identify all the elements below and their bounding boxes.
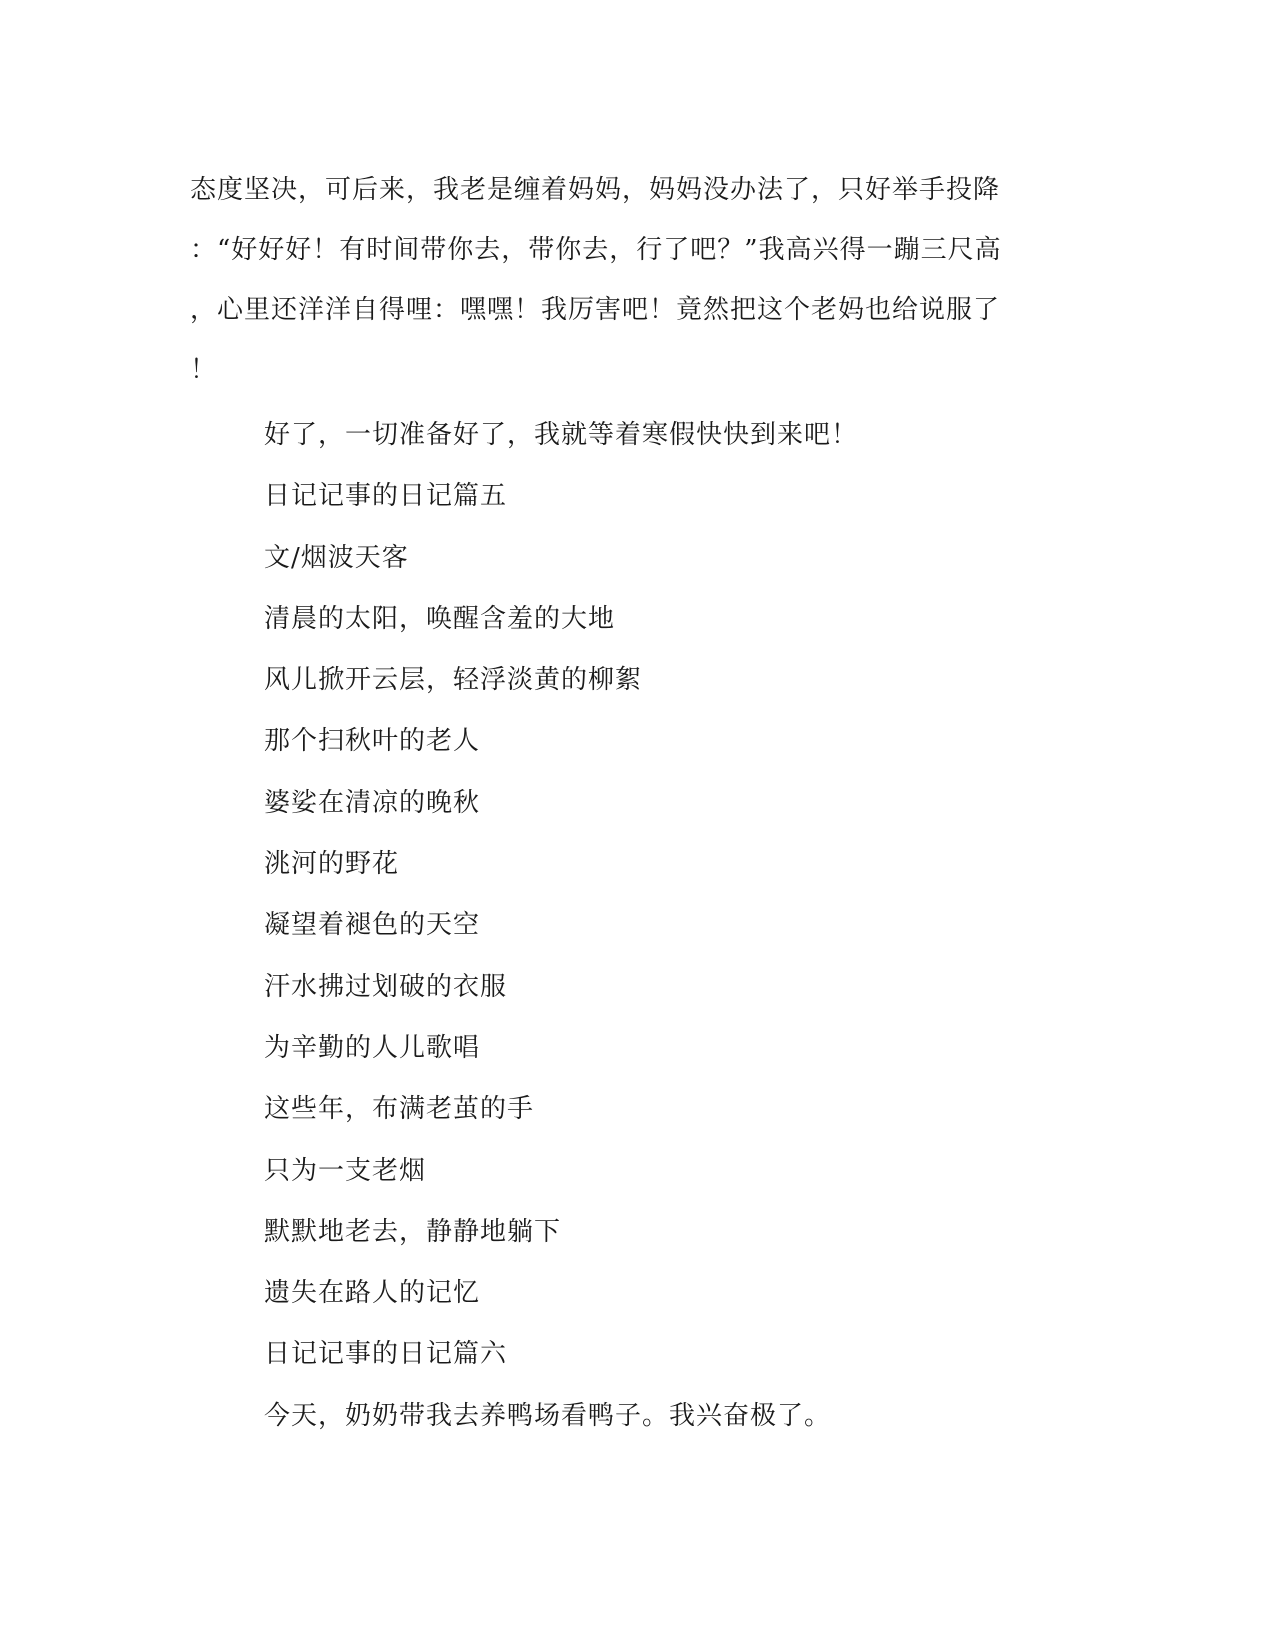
poem-line: 那个扫秋叶的老人 xyxy=(264,726,481,757)
poem-line: 洮河的野花 xyxy=(264,849,400,880)
poem-line: 遗失在路人的记忆 xyxy=(264,1278,481,1309)
poem-line: 为辛勤的人儿歌唱 xyxy=(264,1032,481,1063)
body-lines xyxy=(264,405,1064,1447)
section-heading-6: 日记记事的日记篇六 xyxy=(264,1339,508,1370)
poem-line: 清晨的太阳，唤醒含羞的大地 xyxy=(264,603,616,634)
poem-line: 凝望着褪色的天空 xyxy=(264,910,481,941)
poem-line: 婆娑在清凉的晚秋 xyxy=(264,787,481,818)
poem-author: 文/烟波天客 xyxy=(264,542,409,573)
poem-line: 默默地老去，静静地躺下 xyxy=(264,1216,562,1247)
poem-line: 汗水拂过划破的衣服 xyxy=(264,971,508,1002)
paragraph-line: ，心里还洋洋自得哩：嘿嘿！我厉害吧！竟然把这个老妈也给说服了 xyxy=(190,295,1001,325)
continued-paragraph xyxy=(190,160,1070,400)
poem-line: 这些年，布满老茧的手 xyxy=(264,1094,535,1125)
closing-sentence: 好了，一切准备好了，我就等着寒假快快到来吧！ xyxy=(264,420,859,450)
poem-line: 风儿掀开云层，轻浮淡黄的柳絮 xyxy=(264,665,643,696)
poem-line: 只为一支老烟 xyxy=(264,1155,427,1186)
paragraph-line: 态度坚决，可后来，我老是缠着妈妈，妈妈没办法了，只好举手投降 xyxy=(190,175,1001,205)
paragraph-line: 今天，奶奶带我去养鸭场看鸭子。我兴奋极了。 xyxy=(264,1400,832,1431)
section-heading-5: 日记记事的日记篇五 xyxy=(264,481,508,512)
paragraph-line: ！ xyxy=(190,355,218,385)
paragraph-line: ：“好好好！有时间带你去，带你去，行了吧？”我高兴得一蹦三尺高 xyxy=(190,235,1002,265)
